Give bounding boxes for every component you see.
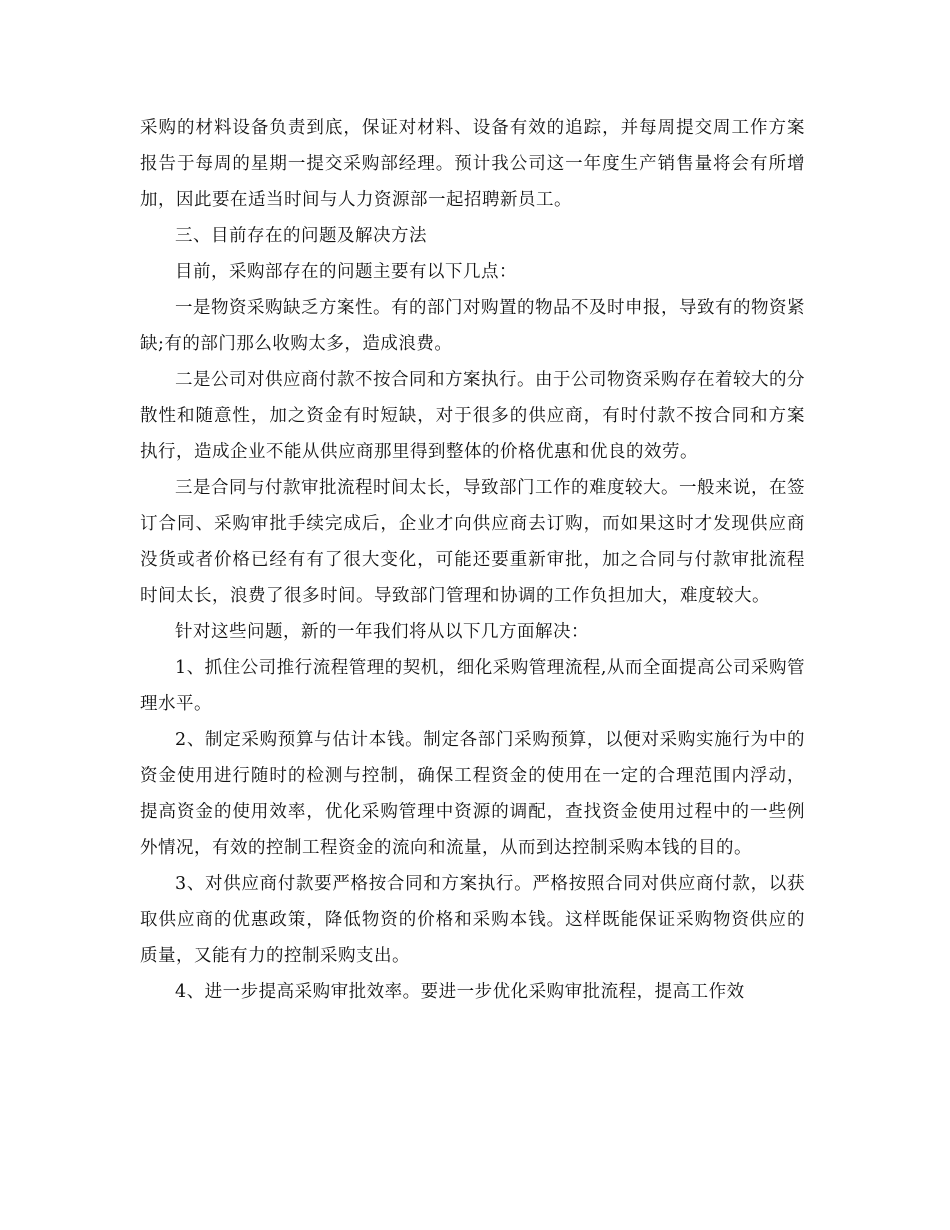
problem-1: 一是物资采购缺乏方案性。有的部门对购置的物品不及时申报，导致有的物资紧缺;有的部门那么收购太多，造成浪费。: [140, 298, 805, 354]
paragraph-intro: 目前，采购部存在的问题主要有以下几点：: [175, 262, 517, 282]
problem-2: 二是公司对供应商付款不按合同和方案执行。由于公司物资采购存在着较大的分散性和随意性，加之资金有时短缺，对于很多的供应商，有时付款不按合同和方案执行，造成企业不能从供应商那里得到整体的价格优惠和优良的效劳。: [140, 370, 805, 462]
section-heading: 三、目前存在的问题及解决方法: [175, 226, 427, 246]
paragraph-1: 采购的材料设备负责到底，保证对材料、设备有效的追踪，并每周提交周工作方案报告于每周的星期一提交采购部经理。预计我公司这一年度生产销售量将会有所增加，因此要在适当时间与人力资源部一起招聘新员工。: [140, 118, 805, 210]
solutions-intro: 针对这些问题，新的一年我们将从以下几方面解决：: [175, 622, 589, 642]
problem-3: 三是合同与付款审批流程时间太长，导致部门工作的难度较大。一般来说，在签订合同、采购审批手续完成后，企业才向供应商去订购，而如果这时才发现供应商没货或者价格已经有有了很大变化，可能还要重新审批，加之合同与付款审批流程时间太长，浪费了很多时间。导致部门管理和协调的工作负担加大，难度较大。: [140, 478, 805, 606]
solution-3: 3、对供应商付款要严格按合同和方案执行。严格按照合同对供应商付款，以获取供应商的优惠政策，降低物资的价格和采购本钱。这样既能保证采购物资供应的质量，又能有力的控制采购支出。: [140, 874, 805, 966]
document-body: [140, 110, 805, 1010]
solution-2: 2、制定采购预算与估计本钱。制定各部门采购预算，以便对采购实施行为中的资金使用进行随时的检测与控制，确保工程资金的使用在一定的合理范围内浮动，提高资金的使用效率，优化采购管理中资源的调配，查找资金使用过程中的一些例外情况，有效的控制工程资金的流向和流量，从而到达控制采购本钱的目的。: [140, 730, 805, 858]
solution-1: 1、抓住公司推行流程管理的契机，细化采购管理流程,从而全面提高公司采购管理水平。: [140, 658, 805, 714]
solution-4: 4、进一步提高采购审批效率。要进一步优化采购审批流程，提高工作效: [175, 982, 745, 1002]
